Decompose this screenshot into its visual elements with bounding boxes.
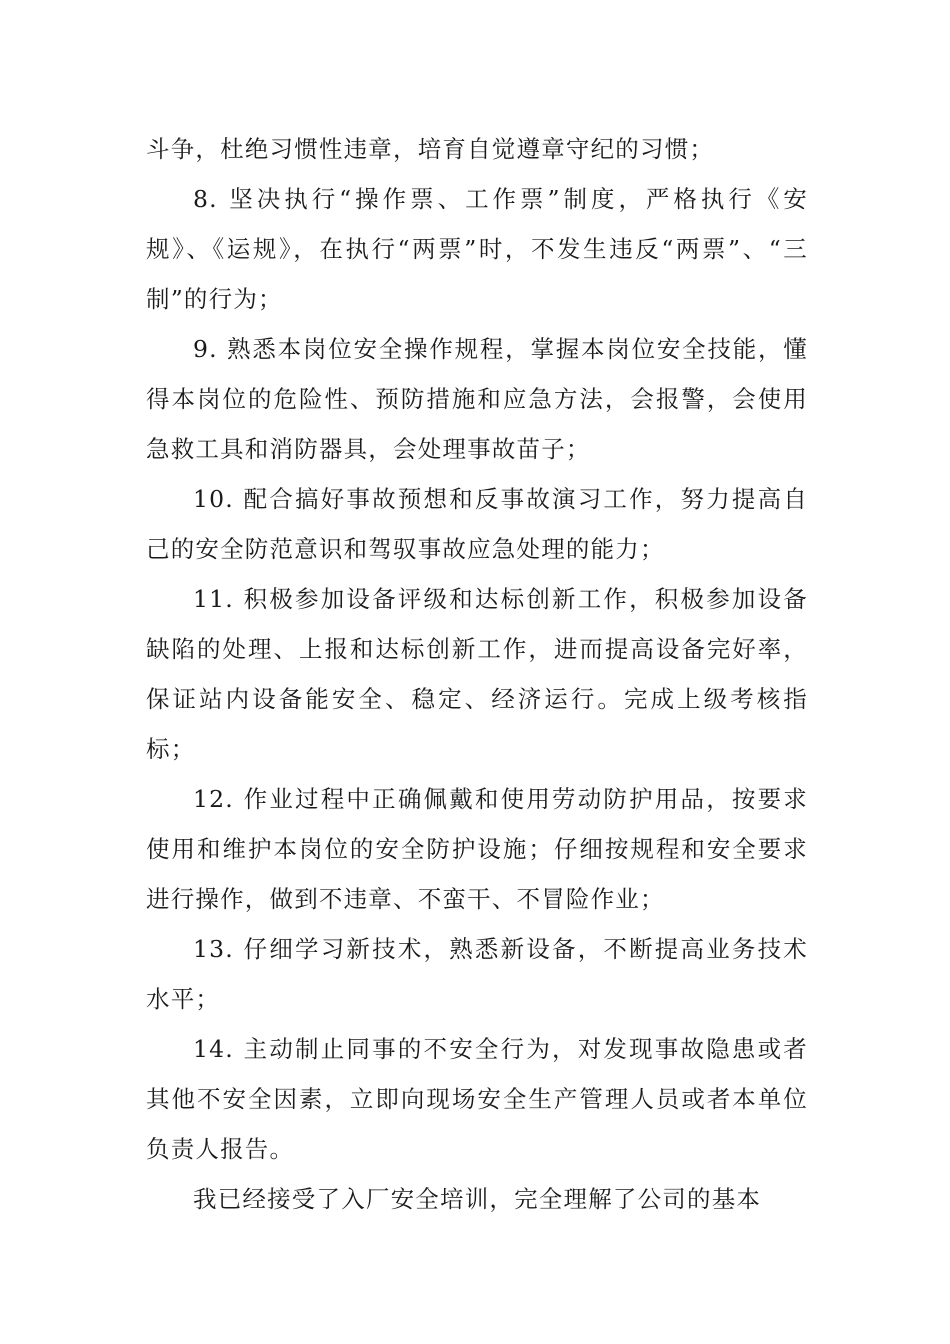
document-body bbox=[146, 124, 808, 1224]
paragraph-item-12: 12. 作业过程中正确佩戴和使用劳动防护用品，按要求使用和维护本岗位的安全防护设施；仔细按规程和安全要求进行操作，做到不违章、不蛮干、不冒险作业； bbox=[146, 785, 808, 913]
paragraph-closing-statement: 我已经接受了入厂安全培训，完全理解了公司的基本 bbox=[193, 1185, 762, 1213]
paragraph-continuation: 斗争，杜绝习惯性违章，培育自觉遵章守纪的习惯； bbox=[146, 135, 715, 163]
paragraph-item-13: 13. 仔细学习新技术，熟悉新设备，不断提高业务技术水平； bbox=[146, 935, 808, 1013]
paragraph-item-14: 14. 主动制止同事的不安全行为，对发现事故隐患或者其他不安全因素，立即向现场安全生产管理人员或者本单位负责人报告。 bbox=[146, 1035, 808, 1163]
paragraph-item-9: 9. 熟悉本岗位安全操作规程，掌握本岗位安全技能，懂得本岗位的危险性、预防措施和应急方法，会报警，会使用急救工具和消防器具，会处理事故苗子； bbox=[146, 335, 808, 463]
paragraph-item-11: 11. 积极参加设备评级和达标创新工作，积极参加设备缺陷的处理、上报和达标创新工作，进而提高设备完好率，保证站内设备能安全、稳定、经济运行。完成上级考核指标； bbox=[146, 585, 808, 763]
paragraph-item-10: 10. 配合搞好事故预想和反事故演习工作，努力提高自己的安全防范意识和驾驭事故应急处理的能力； bbox=[146, 485, 808, 563]
paragraph-item-8: 8. 坚决执行“操作票、工作票”制度，严格执行《安规》、《运规》，在执行“两票”时，不发生违反“两票”、“三制”的行为； bbox=[146, 185, 808, 313]
